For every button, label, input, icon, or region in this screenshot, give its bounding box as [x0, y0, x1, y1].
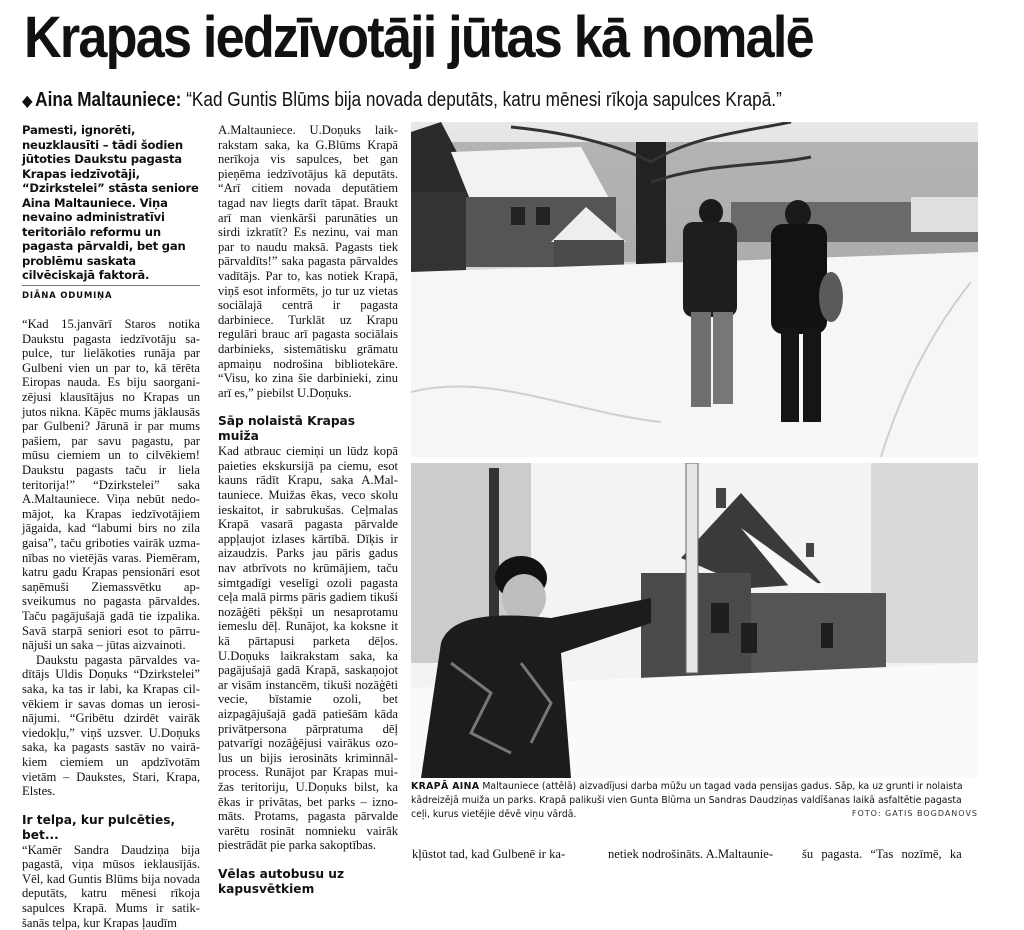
subheadline	[22, 86, 782, 116]
column-5-fragment: šu pagasta. “Tas nozīmē, ka	[802, 847, 962, 861]
column-4-fragment: netiek nodrošināts. A.Maltaunie-	[608, 847, 774, 861]
article-column-1	[22, 123, 200, 930]
section-heading: Ir telpa, kur pulcēties, bet...	[22, 812, 176, 842]
subhead-quote: “Kad Guntis Blūms bija novada deputāts, katru mēnesi rīkoja sapulces Krapā.”	[181, 89, 782, 111]
photo-credit: FOTO: GATIS BOGDANOVS	[851, 809, 978, 818]
article-column-2	[218, 123, 398, 897]
body-paragraph: Daukstu pagasta pārvaldes vadītājs Uldis Doņuks “Dzirkstelei” saka, ka tas ir labi, ka Krapas cilvēkiem ir savas domas un ierosinājumi. “Gribētu dzirdēt vairāk viedokļu,” viņš uzsver. U.Doņuks saka, ka pagasts sastāv no vairākiem ciemiem un apdzīvotām vietām – Daukstes, Stari, Krapa, Elstes.	[22, 652, 200, 799]
section-heading: Sāp nolaistā Krapas muiža	[218, 414, 356, 444]
section-heading: Vēlas autobusu uz kapusvētkiem	[218, 866, 345, 896]
body-paragraph: “Kamēr Sandra Daudziņa bija pagastā, viņa mūsos ieklausījās. Vēl, kad Guntis Blūms bija novada deputāts, katru mēnesi rīkoja sapulces Krapā. Mums ir satikšanās telpa, kur Krapas ļaudīm	[22, 842, 200, 930]
photo-couple-walking	[411, 122, 978, 457]
lead-paragraph: Pamesti, ignorēti, neuzklausīti – tādi šodien jūtoties Daukstu pagasta Krapas iedzīvotāji, “Dzirkstelei” stāsta seniore Aina Maltauniece. Viņa nevaino administratīvi teritoriālo reformu un pagasta pārvaldi, bet gan problēmu saskata cilvēciskajā faktorā.	[22, 123, 199, 282]
column-3-fragment: kļūstot tad, kad Gulbenē ir ka-	[412, 847, 566, 861]
caption-tag: KRAPĀ AINA	[411, 781, 480, 792]
byline: DIĀNA ODUMIŅA	[22, 285, 200, 318]
caption-text: Maltauniece (attēlā) aizvadījusi darba mūžu un tagad vada pensijas gadus. Sāp, ka uz grunti ir nolaista kādreizējā muiža un parks. Krapā palikuši vien Gunta Blūma un Sandras Daudziņas valdīšanas laikā asfaltētie pagasta ceļi, kurus vietējie dēvē viņu vārdā.	[411, 781, 963, 820]
headline: Krapas iedzīvotāji jūtas kā nomalē	[24, 5, 813, 70]
body-paragraph: “Kad 15.janvārī Staros notika Daukstu pagasta iedzīvotāju sapulce, tur lielākoties runāja par Gulbeni vien un par to, kā tērēta Eiropas nauda. Es biju saorganizējusi klausītājus no Krapas un jutos nikna. Kāpēc mums jāklausās par Gulbeni? Jārunā ir par mums pašiem, par savu pagastu, par mūsu ciemiem un to cilvēkiem! Daukstu pagasts taču ir liela teritorija!” “Dzirkstelei” saka A.Maltauniece. Viņa nebūt nedomājot, ka Krapas iedzīvotājiem jāgaida, kad “labumi birs no zila gaisa”, taču griboties vairāk uzmanības no vietējās varas. Piemēram, katru gadu Krapas pensionāri esot saņēmuši Ziemassvētku apsveikumus no pagasta pārvaldes. Taču pagājušajā gadā tie izpalika. Savā starpā seniori esot to pārrunājuši un saka – jūtas aizvainoti.	[22, 317, 200, 653]
diamond-bullet-icon: ◆	[22, 93, 33, 110]
subhead-speaker: Aina Maltauniece:	[35, 89, 182, 111]
photo-woman-and-manor	[411, 463, 978, 778]
body-paragraph: Kad atbrauc ciemiņi un lūdz kopā paieties ekskursijā pa ciemu, esot kauns rādīt Krapu, saka A.Maltauniece. Muižas ēkas, veco skolu ieskaitot, ir sabrukušas. Ceļmalas Krapā vasarā pagasta pārvalde appļaujot izlases kārtībā. Dīķis ir aizaudzis. Parks jau pāris gadus nav atbrīvots no krūmājiem, taču simtgadīgi veselīgi ozoli pagasta ceļa malā pirms pāris gadiem tikuši nozāģēti pēkšņi un nesaprotamu iemeslu dēļ. Runājot, ka koksne it kā pārtapusi parketa dēļos. U.Doņuks laikrakstam saka, ka pagājušajā gadā Krapā, saskaņojot ar visām instancēm, tikuši nozāģēti vecie, bīstamie ozoli, bet aizpagājušajā gadā patiešām kāda privātpersona pārpratuma dēļ patvarīgi nozāģējusi vairākus ozolus un bijis ierosināts kriminnālprocess. Runājot par Krapas muižas teritoriju, U.Doņuks bilst, ka ēkas ir privātas, bet parks – iznomāts. Protams, pagasta pārvalde varētu rosināt nomnieku vairāk piestrādāt pie parka sakoptības.	[218, 444, 398, 853]
body-paragraph: A.Maltauniece. U.Doņuks laikrakstam saka, ka G.Blūms Krapā nerīkoja vis sapulces, bet gan pieņēma iedzīvotājus kā deputāts. “Arī citiem novada deputātiem tagad nav liegts darīt tāpat. Braukt arī man vienkārši parunāties un sirdi izkratīt? Es nezinu, vai man par to naudu maksā. Pagasts tiek pārvaldīts!” saka pagasta pārvaldes vadītājs. Par to, kas notiek Krapā, viņš esot informēts, jo tur uz vietas sociālajā centrā ir pagasta darbiniece. Turklāt uz Krapu regulāri brauc arī pagasta sociālais darbinieks, sistemātisku grāmatu apmaiņu nodrošina bibliotekāre. “Visu, ko zina šie darbinieki, zinu arī es,” piebilst U.Doņuks.	[218, 123, 398, 400]
